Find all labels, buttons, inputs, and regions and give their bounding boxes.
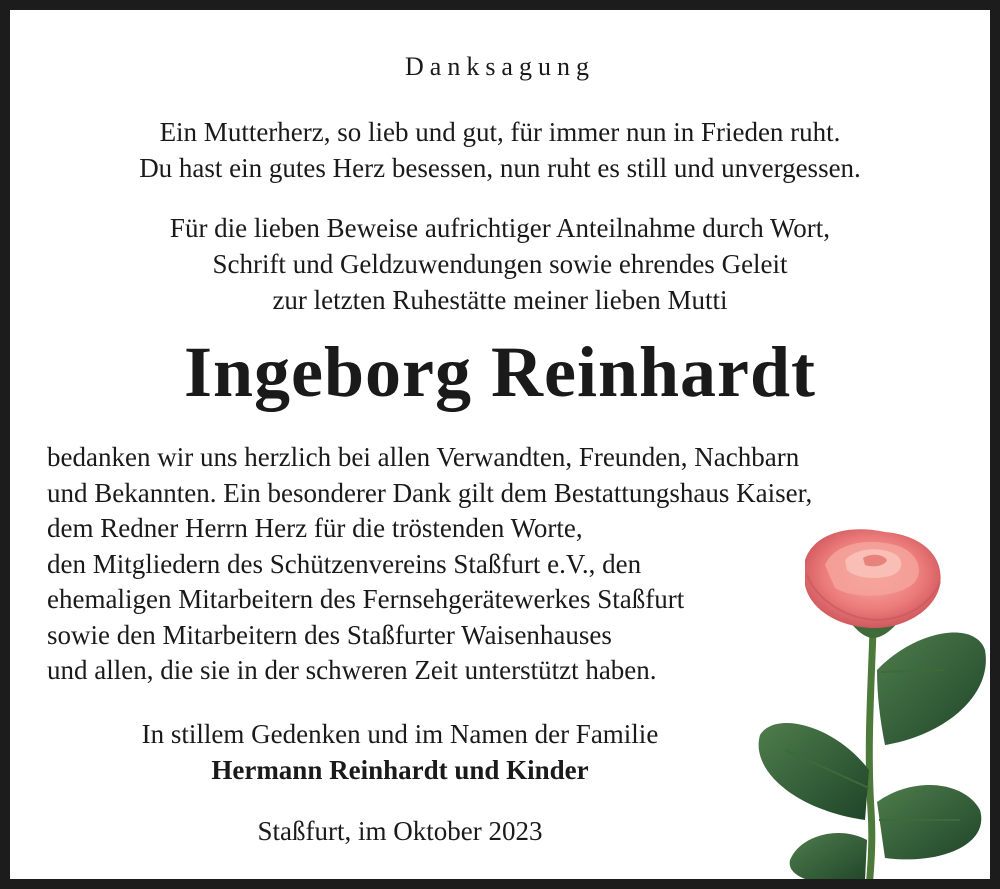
verse-line: Ein Mutterherz, so lieb und gut, für immer nun in Frieden ruht. <box>159 117 841 147</box>
thanks-line: sowie den Mitarbeitern des Staßfurter Waisenhauses <box>47 619 612 650</box>
thanks-line: ehemaligen Mitarbeitern des Fernsehgerätewerkes Staßfurt <box>47 584 685 614</box>
deceased-name: Ingeborg Reinhardt <box>183 332 817 412</box>
place-date: Staßfurt, im Oktober 2023 <box>257 816 543 846</box>
memorial-verse <box>10 114 990 186</box>
thanks-line: dem Redner Herrn Herz für die tröstenden Worte, <box>47 513 583 543</box>
thanks-line: und Bekannten. Ein besonderer Dank gilt dem Bestattungshaus Kaiser, <box>47 477 813 508</box>
intro-line: zur letzten Ruhestätte meiner lieben Mutti <box>272 285 728 315</box>
verse-line: Du hast ein gutes Herz besessen, nun ruht es still und unvergessen. <box>139 153 861 183</box>
notice-heading: Danksagung <box>405 52 595 81</box>
intro-line: Schrift und Geldzuwendungen sowie ehrendes Geleit <box>212 249 788 279</box>
intro-line: Für die lieben Beweise aufrichtiger Anteilnahme durch Wort, <box>169 213 831 243</box>
thanks-line: bedanken wir uns herzlich bei allen Verwandten, Freunden, Nachbarn <box>47 442 800 472</box>
thanks-line: und allen, die sie in der schweren Zeit unterstützt haben. <box>47 655 657 685</box>
closing-line: In stillem Gedenken und im Namen der Familie <box>141 719 659 749</box>
thanks-line: den Mitgliedern des Schützenvereins Staßfurt e.V., den <box>47 548 642 579</box>
closing-block <box>50 716 750 788</box>
family-signature: Hermann Reinhardt und Kinder <box>211 755 589 785</box>
rose-icon <box>745 520 1000 889</box>
intro-text <box>10 210 990 318</box>
